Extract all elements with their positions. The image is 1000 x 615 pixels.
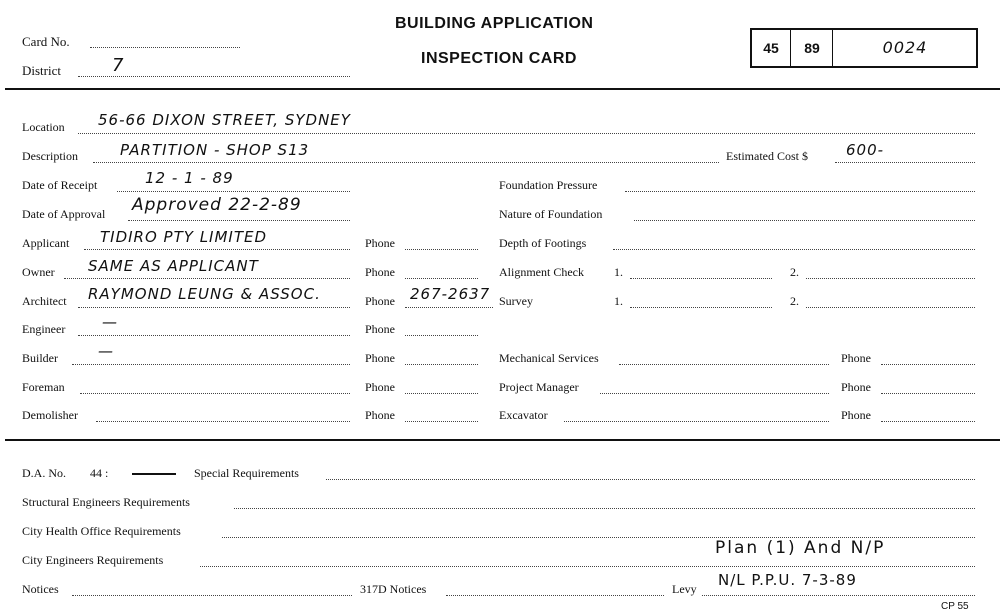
location-label: Location (22, 120, 65, 134)
foreman-line (80, 393, 350, 394)
survey-2-line (806, 307, 975, 308)
location-line (78, 133, 975, 134)
number-box-part-2: 89 (804, 40, 820, 56)
estimated-cost-line (835, 162, 975, 163)
health-requirements-label: City Health Office Requirements (22, 524, 181, 538)
alignment-check-2-line (806, 278, 975, 279)
foreman-phone-line (405, 393, 478, 394)
architect-phone-line (405, 307, 493, 308)
district-value: 7 (112, 55, 125, 76)
builder-line (72, 364, 350, 365)
demolisher-label: Demolisher (22, 408, 78, 422)
excavator-phone-label: Phone (841, 408, 871, 422)
foundation-pressure-line (625, 191, 975, 192)
depth-of-footings-line (613, 249, 975, 250)
card-number-box (750, 28, 978, 68)
survey-label: Survey (499, 294, 533, 308)
excavator-line (564, 421, 829, 422)
city-engineers-label: City Engineers Requirements (22, 553, 164, 567)
estimated-cost-label: Estimated Cost $ (726, 149, 808, 163)
number-box-divider (790, 30, 791, 66)
card-no-label: Card No. (22, 34, 70, 49)
date-of-receipt-label: Date of Receipt (22, 178, 98, 192)
special-requirements-label: Special Requirements (194, 466, 299, 480)
architect-phone-value: 267-2637 (410, 285, 491, 303)
owner-label: Owner (22, 265, 55, 279)
date-of-approval-label: Date of Approval (22, 207, 106, 221)
date-of-receipt-value: 12 - 1 - 89 (145, 169, 234, 187)
engineer-phone-line (405, 335, 478, 336)
demolisher-phone-label: Phone (365, 408, 395, 422)
engineer-label: Engineer (22, 322, 66, 336)
estimated-cost-value: 600- (846, 141, 885, 159)
notices-label: Notices (22, 582, 59, 596)
district-label: District (22, 63, 61, 78)
da-no-dash (132, 473, 176, 475)
city-engineers-value: Plan (1) And N/P (715, 538, 886, 558)
mechanical-services-label: Mechanical Services (499, 351, 599, 365)
da-no-value: 44 : (90, 466, 109, 480)
form-subtitle: INSPECTION CARD (421, 50, 577, 67)
mechanical-phone-label: Phone (841, 351, 871, 365)
demolisher-line (96, 421, 350, 422)
depth-of-footings-label: Depth of Footings (499, 236, 587, 250)
alignment-check-label: Alignment Check (499, 265, 584, 279)
project-manager-phone-line (881, 393, 975, 394)
survey-1-label: 1. (614, 294, 623, 308)
survey-1-line (630, 307, 772, 308)
da-no-label: D.A. No. (22, 466, 66, 480)
number-box-divider (832, 30, 833, 66)
levy-line (702, 595, 975, 596)
foreman-phone-label: Phone (365, 380, 395, 394)
builder-phone-label: Phone (365, 351, 395, 365)
levy-label: Levy (672, 582, 697, 596)
levy-value: N/L P.P.U. 7-3-89 (718, 571, 857, 589)
nature-of-foundation-line (634, 220, 975, 221)
foreman-label: Foreman (22, 380, 65, 394)
architect-value: RAYMOND LEUNG & ASSOC. (88, 285, 321, 303)
project-manager-phone-label: Phone (841, 380, 871, 394)
project-manager-line (600, 393, 829, 394)
excavator-label: Excavator (499, 408, 548, 422)
architect-line (78, 307, 350, 308)
owner-line (64, 278, 350, 279)
date-of-approval-value: Approved 22-2-89 (132, 195, 302, 215)
owner-phone-label: Phone (365, 265, 395, 279)
engineer-value: — (102, 313, 118, 331)
description-label: Description (22, 149, 78, 163)
architect-label: Architect (22, 294, 67, 308)
foundation-pressure-label: Foundation Pressure (499, 178, 598, 192)
card-no-line (90, 47, 240, 48)
owner-value: SAME AS APPLICANT (88, 257, 259, 275)
builder-label: Builder (22, 351, 58, 365)
survey-2-label: 2. (790, 294, 799, 308)
builder-phone-line (405, 364, 478, 365)
form-code: CP 55 (941, 601, 969, 612)
mechanical-phone-line (881, 364, 975, 365)
project-manager-label: Project Manager (499, 380, 579, 394)
engineer-line (78, 335, 350, 336)
number-box-part-3: 0024 (882, 38, 928, 57)
applicant-phone-label: Phone (365, 236, 395, 250)
number-box-part-1: 45 (763, 40, 779, 56)
description-value: PARTITION - SHOP S13 (120, 141, 310, 159)
alignment-check-1-line (630, 278, 772, 279)
alignment-check-1-label: 1. (614, 265, 623, 279)
date-of-approval-line (128, 220, 350, 221)
applicant-phone-line (405, 249, 478, 250)
requirements-divider (5, 439, 1000, 441)
applicant-label: Applicant (22, 236, 70, 250)
architect-phone-label: Phone (365, 294, 395, 308)
excavator-phone-line (881, 421, 975, 422)
description-line (93, 162, 719, 163)
district-line (78, 76, 350, 77)
form-title: BUILDING APPLICATION (395, 15, 594, 32)
date-of-receipt-line (117, 191, 350, 192)
owner-phone-line (405, 278, 478, 279)
builder-value: — (98, 342, 114, 360)
city-engineers-line (200, 566, 975, 567)
engineer-phone-label: Phone (365, 322, 395, 336)
mechanical-services-line (619, 364, 829, 365)
structural-requirements-label: Structural Engineers Requirements (22, 495, 190, 509)
notices-317d-label: 317D Notices (360, 582, 427, 596)
notices-317d-line (446, 595, 664, 596)
structural-requirements-line (234, 508, 975, 509)
applicant-line (84, 249, 350, 250)
header-divider (5, 88, 1000, 90)
nature-of-foundation-label: Nature of Foundation (499, 207, 603, 221)
special-requirements-line (326, 479, 975, 480)
applicant-value: TIDIRO PTY LIMITED (100, 228, 268, 246)
alignment-check-2-label: 2. (790, 265, 799, 279)
demolisher-phone-line (405, 421, 478, 422)
location-value: 56-66 DIXON STREET, SYDNEY (98, 111, 351, 129)
notices-line (72, 595, 352, 596)
